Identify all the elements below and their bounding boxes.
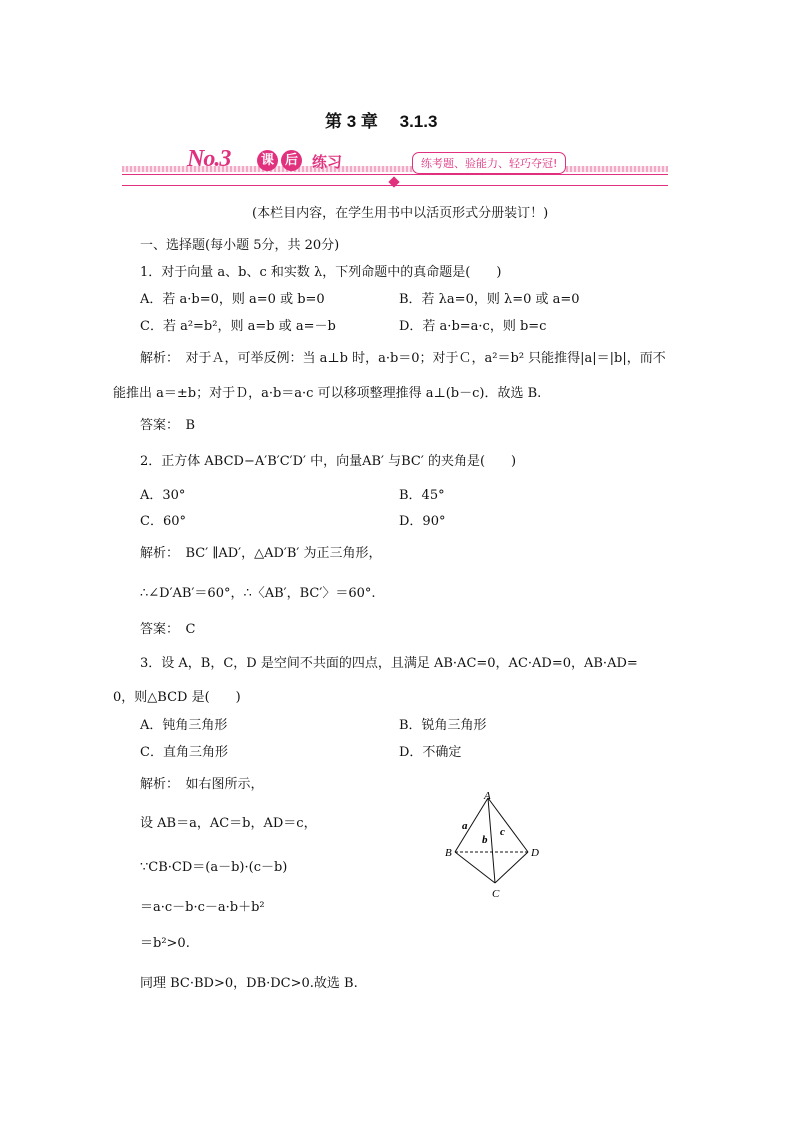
q3-stem-line2: 0，则△BCD 是( ) (113, 690, 241, 705)
banner-rule-top (122, 174, 668, 175)
page-title: 第 3 章 3.1.3 (325, 112, 438, 131)
q2-option-d: D．90° (399, 514, 446, 529)
q1-answer: 答案： B (140, 418, 196, 433)
q2-stem: 2．正方体 ABCD−A′B′C′D′ 中，向量AB′ 与BC′ 的夹角是( ) (140, 454, 517, 469)
edge-ac (488, 798, 495, 883)
vertex-d-label: D (531, 847, 539, 859)
q2-analysis-line1: 解析： BC′ ∥AD′，△AD′B′ 为正三角形， (140, 546, 382, 561)
q1-stem: 1．对于向量 a、b、c 和实数 λ，下列命题中的真命题是( ) (140, 265, 502, 280)
edge-bc (455, 852, 495, 883)
vertex-a-label: A (484, 790, 491, 802)
banner-char-2: 后 (281, 150, 302, 171)
edge-label-a: a (462, 820, 468, 832)
q3-derivation-4: ＝b²>0. (140, 936, 190, 951)
vertex-b-label: B (445, 847, 452, 859)
section-heading: 一、选择题(每小题 5分，共 20分) (140, 238, 340, 253)
vertex-c-label: C (492, 888, 500, 900)
q2-analysis-line2: ∴∠D′AB′＝60°，∴〈AB′，BC′〉＝60°. (140, 586, 376, 601)
q1-option-a: A．若 a·b=0，则 a=0 或 b=0 (140, 292, 325, 307)
q1-option-b: B．若 λa=0，则 λ=0 或 a=0 (399, 292, 580, 307)
q2-option-a: A．30° (140, 488, 186, 503)
q2-option-b: B．45° (399, 488, 445, 503)
q1-analysis-line2: 能推出 a＝±b；对于Ｄ，a·b＝a·c 可以移项整理推得 a⊥(b－c)．故选 B. (113, 386, 542, 401)
q1-option-d: D．若 a·b=a·c，则 b=c (399, 319, 547, 334)
q3-option-b: B．锐角三角形 (399, 718, 487, 733)
edge-ad (488, 798, 528, 852)
q3-option-a: A．钝角三角形 (140, 718, 228, 733)
q2-answer: 答案： C (140, 622, 196, 637)
q2-option-c: C．60° (140, 514, 186, 529)
edge-label-b: b (482, 834, 488, 846)
q3-derivation-1: 设 AB＝a，AC＝b，AD＝c， (140, 816, 317, 831)
q3-analysis: 解析： 如右图所示， (140, 777, 264, 792)
banner-word: 练习 (312, 153, 343, 171)
q3-derivation-2: ∵CB·CD＝(a－b)·(c－b) (140, 860, 288, 875)
edge-dc (495, 852, 528, 883)
edge-label-c: c (500, 826, 505, 838)
q1-analysis-line1: 解析： 对于Ａ，可举反例：当 a⊥b 时，a·b＝0；对于Ｃ，a²＝b² 只能推得|a|＝|b|，而不 (140, 351, 666, 366)
q3-option-c: C．直角三角形 (140, 745, 228, 760)
tetrahedron-figure (440, 788, 550, 903)
slogan-box: 练考题、验能力、轻巧夺冠! (412, 152, 566, 174)
q3-stem-line1: 3．设 A，B，C，D 是空间不共面的四点，且满足 AB·AC=0，AC·AD=0，AB·AD= (140, 656, 638, 671)
q1-option-c: C．若 a²=b²，则 a=b 或 a=－b (140, 319, 336, 334)
q3-option-d: D．不确定 (399, 745, 462, 760)
banner-number: No.3 (187, 146, 231, 172)
q3-conclusion: 同理 BC·BD>0，DB·DC>0.故选 B. (140, 976, 358, 991)
binding-note: (本栏目内容，在学生用书中以活页形式分册装订！) (252, 206, 549, 221)
q3-derivation-3: ＝a·c－b·c－a·b＋b² (140, 900, 265, 915)
banner-char-1: 课 (257, 150, 278, 171)
